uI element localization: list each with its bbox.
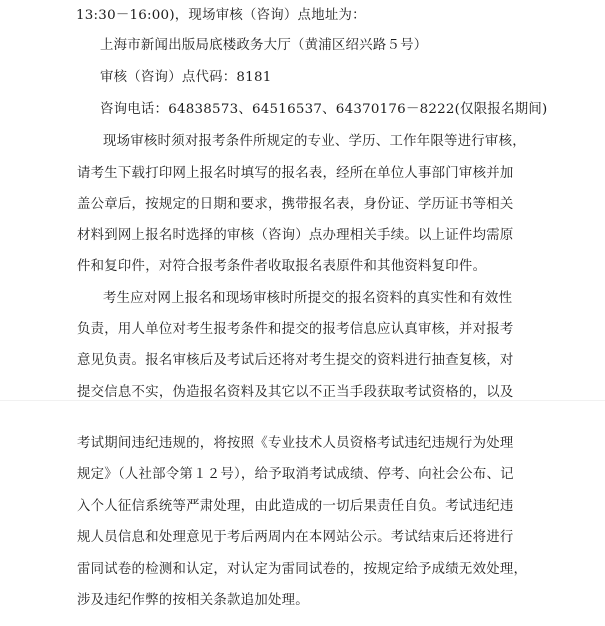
onsite-audit-paragraph-line-4: 材料到网上报名时选择的审核（咨询）点办理相关手续。以上证件均需原 xyxy=(77,228,514,243)
onsite-audit-paragraph-line-2: 请考生下载打印网上报名时填写的报名表，经所在单位人事部门审核并加 xyxy=(77,166,514,181)
responsibility-paragraph-line-1: 考生应对网上报名和现场审核时所提交的报名资料的真实性和有效性 xyxy=(103,291,513,306)
onsite-audit-paragraph-line-3: 盖公章后，按规定的日期和要求，携带报名表，身份证、学历证书等相关 xyxy=(77,197,514,212)
onsite-audit-paragraph-line-1: 现场审核时须对报考条件所规定的专业、学历、工作年限等进行审核， xyxy=(103,134,526,149)
audit-point-address-line: 上海市新闻出版局底楼政务大厅（黄浦区绍兴路５号） xyxy=(100,38,428,53)
consultation-phone-line: 咨询电话：64838573、64516537、64370176－8222(仅限报名期间) xyxy=(100,102,548,117)
violation-paragraph-line-3: 入个人征信系统等严肃处理，由此造成的一切后果责任自负。考试违纪违 xyxy=(77,499,514,514)
violation-paragraph-line-6: 涉及违纪作弊的按相关条款追加处理。 xyxy=(77,593,309,608)
violation-paragraph-line-5: 雷同试卷的检测和认定，对认定为雷同试卷的，按规定给予成绩无效处理， xyxy=(77,562,528,577)
violation-paragraph-line-1: 考试期间违纪违规的，将按照《专业技术人员资格考试违纪违规行为处理 xyxy=(77,436,514,451)
document-page-lower-section xyxy=(0,400,605,626)
violation-paragraph-line-4: 规人员信息和处理意见于考后两周内在本网站公示。考试结束后还将进行 xyxy=(77,530,514,545)
responsibility-paragraph-line-2: 负责，用人单位对考生报考条件和提交的报考信息应认真审核，并对报考 xyxy=(77,322,514,337)
exam-session-time-line: 13:30－16:00)，现场审核（咨询）点地址为： xyxy=(76,8,366,23)
responsibility-paragraph-line-4: 提交信息不实，伪造报名资料及其它以不正当手段获取考试资格的，以及 xyxy=(77,385,514,400)
responsibility-paragraph-line-3: 意见负责。报名审核后及考试后还将对考生提交的资料进行抽查复核，对 xyxy=(77,353,514,368)
violation-paragraph-line-2: 规定》（人社部令第１２号），给予取消考试成绩、停考、向社会公布、记 xyxy=(77,467,514,482)
onsite-audit-paragraph-line-5: 件和复印件，对符合报考条件者收取报名表原件和其他资料复印件。 xyxy=(77,259,487,274)
audit-point-code-line: 审核（咨询）点代码：8181 xyxy=(100,70,272,85)
